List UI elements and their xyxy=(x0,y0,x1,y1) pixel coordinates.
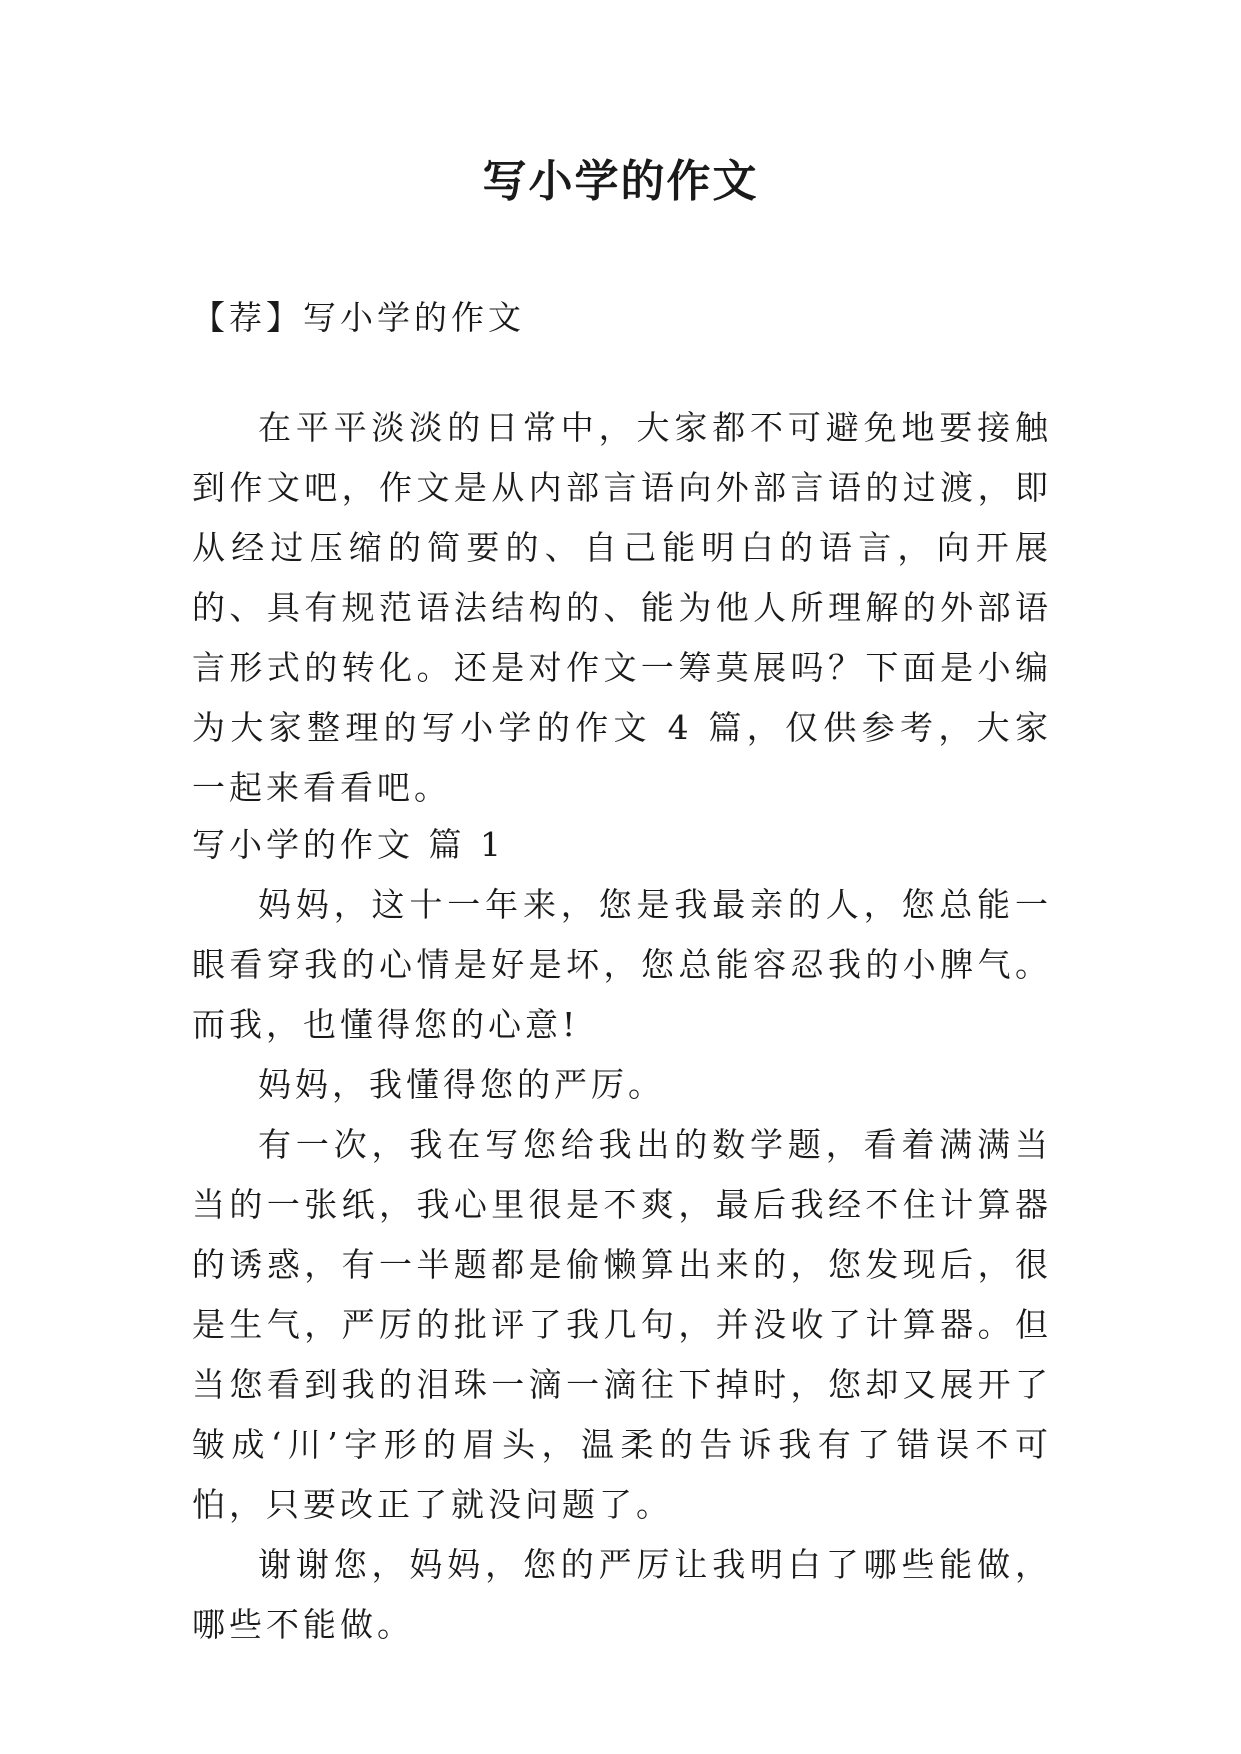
section-1 xyxy=(192,815,1052,1655)
paragraph: 妈妈，我懂得您的严厉。 xyxy=(258,1065,665,1104)
recommend-line xyxy=(192,288,1052,348)
section-heading: 写小学的作文 篇 1 xyxy=(192,825,505,864)
document-title: 写小学的作文 xyxy=(482,156,759,207)
intro-block xyxy=(192,398,1052,818)
intro-paragraph: 在平平淡淡的日常中，大家都不可避免地要接触到作文吧，作文是从内部言语向外部言语的过渡，即从经过压缩的简要的、自己能明白的语言，向开展的、具有规范语法结构的、能为他人所理解的外部语言形式的转化。还是对作文一筹莫展吗？下面是小编为大家整理的写小学的作文 4 篇，仅供参考，大家一起来看看吧。 xyxy=(192,408,1052,807)
paragraph: 有一次，我在写您给我出的数学题，看着满满当当的一张纸，我心里很是不爽，最后我经不住计算器的诱惑，有一半题都是偷懒算出来的，您发现后，很是生气，严厉的批评了我几句，并没收了计算器。但当您看到我的泪珠一滴一滴往下掉时，您却又展开了皱成‘川’字形的眉头，温柔的告诉我有了错误不可怕，只要改正了就没问题了。 xyxy=(192,1125,1052,1524)
paragraph: 谢谢您，妈妈，您的严厉让我明白了哪些能做，哪些不能做。 xyxy=(192,1545,1052,1644)
paragraph: 妈妈，这十一年来，您是我最亲的人，您总能一眼看穿我的心情是好是坏，您总能容忍我的小脾气。而我，也懂得您的心意! xyxy=(192,885,1052,1044)
recommend-text: 【荐】写小学的作文 xyxy=(192,298,525,337)
